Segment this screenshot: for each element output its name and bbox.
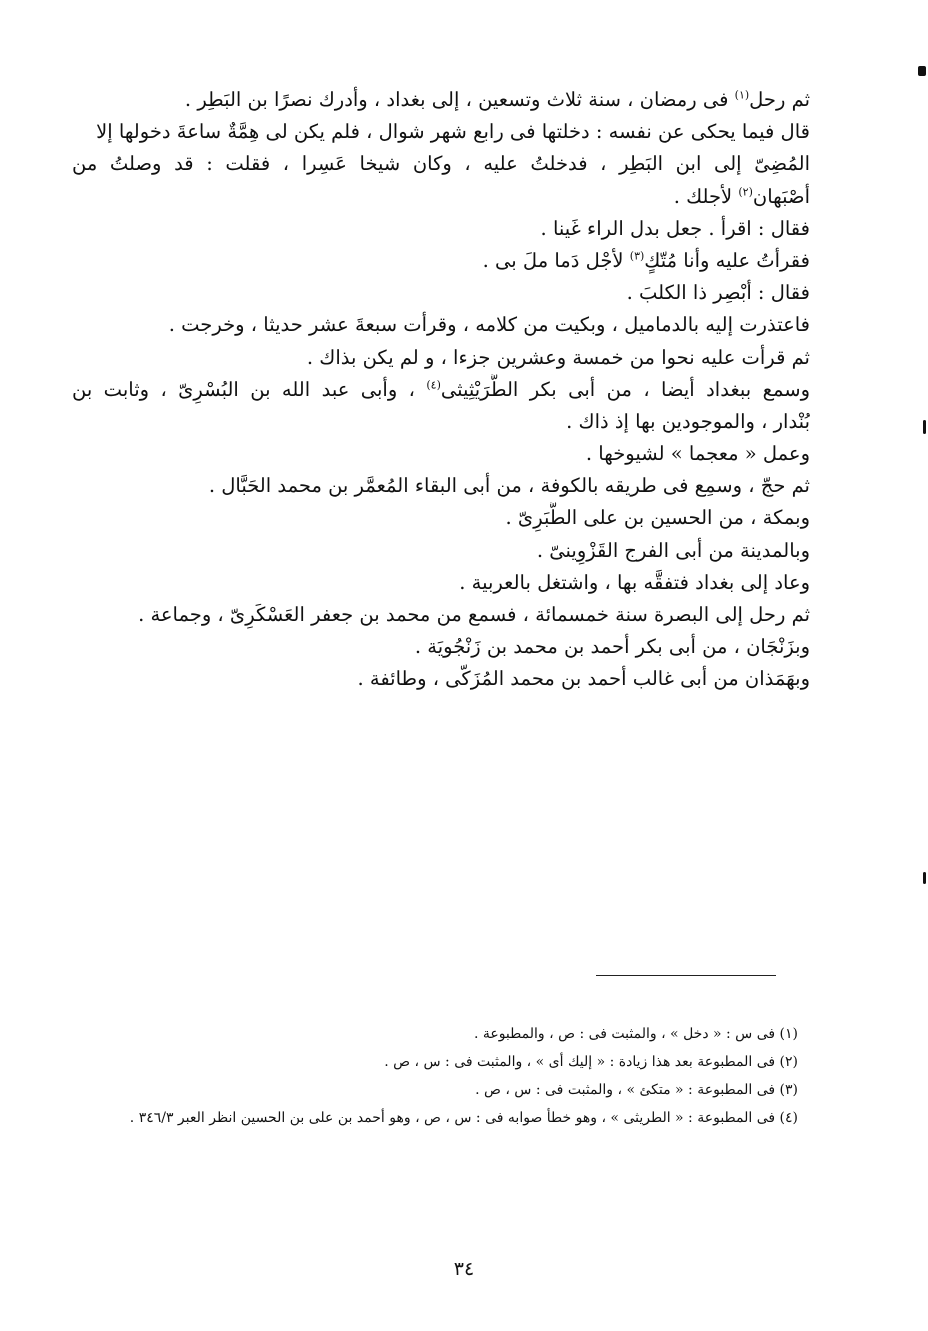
text-line: وبزَنْجَان ، من أبى بكر أحمد بن محمد بن زَنْجُويَة . bbox=[414, 635, 810, 659]
text-line: وبمكة ، من الحسين بن على الطَّبَرِىّ . bbox=[505, 506, 810, 530]
footnote: (٤) فى المطبوعة : « الطريثى » ، وهو خطأ صوابه فى : س ، ص ، وهو أحمد بن على بن الحسين انظر العبر ٣٤٦/٣ . bbox=[129, 1110, 798, 1126]
footnote-ref[interactable]: (١) bbox=[734, 88, 750, 102]
text-line: قال فيما يحكى عن نفسه : دخلتها فى رابع شهر شوال ، فلم يكن لى هِمَّةٌ ساعةَ دخولها إلا bbox=[96, 120, 810, 144]
text-line: وبهَمَذان من أبى غالب أحمد بن محمد المُزَكّى ، وطائفة . bbox=[357, 667, 810, 691]
text-line: ثم رحل إلى البصرة سنة خمسمائة ، فسمع من محمد بن جعفر العَسْكَرِىّ ، وجماعة . bbox=[138, 603, 810, 626]
main-text bbox=[72, 84, 810, 696]
text-line: فاعتذرت إليه بالدماميل ، وبكيت من كلامه ، وقرأت سبعةَ عشر حديثا ، وخرجت . bbox=[168, 313, 810, 337]
text-line: ثم رحل$^{(١)}$ فى رمضان ، سنة ثلاث وتسعين ، إلى بغداد ، وأدرك نصرًا بن البَطِر . bbox=[184, 88, 810, 111]
footnote-ref[interactable]: (٤) bbox=[426, 378, 441, 392]
page-number: ٣٤ bbox=[453, 1258, 475, 1280]
text-line: وعمل « معجما » لشيوخها . bbox=[585, 442, 810, 466]
footnotes bbox=[72, 1020, 810, 1132]
footnote-ref[interactable]: (٣) bbox=[629, 249, 645, 263]
text-line: وبالمدينة من أبى الفرج القَزْوِينىّ . bbox=[536, 538, 810, 562]
text-line: ثم قرأت عليه نحوا من خمسة وعشرين جزءا ، و لم يكن بذاك . bbox=[306, 345, 810, 369]
text-line: ثم حجّ ، وسمِع فى طريقه بالكوفة ، من أبى البقاء المُعمَّر بن محمد الحَبَّال . bbox=[208, 474, 810, 498]
text-line: المُضِىّ إلى ابن البَطِر ، فدخلتُ عليه ، وكان شيخا عَسِرا ، فقلت : قد وصلتُ من bbox=[72, 152, 810, 176]
text-line: فقال : اقرأ . جعل بدل الراء غَينا . bbox=[540, 216, 810, 240]
footnote: (١) فى س : « دخل » ، والمثبت فى : ص ، والمطبوعة . bbox=[473, 1026, 798, 1042]
footnote: (٣) فى المطبوعة : « متكئ » ، والمثبت فى : س ، ص . bbox=[475, 1082, 798, 1098]
text-line: بُنْدار ، والموجودين بها إذ ذاك . bbox=[566, 409, 810, 433]
scan-edge-mark bbox=[923, 872, 926, 884]
footnote-ref[interactable]: (٢) bbox=[738, 185, 753, 199]
footnote-divider bbox=[596, 975, 776, 976]
scan-edge-mark bbox=[918, 66, 926, 76]
footnote: (٢) فى المطبوعة بعد هذا زيادة : « إليك أى » ، والمثبت فى : س ، ص . bbox=[384, 1054, 798, 1070]
text-line: أصْبَهان$^{(٢)}$ لأجلك . bbox=[673, 184, 810, 208]
text-line: فقرأتُ عليه وأنا مُتّكٍ$^{(٣)}$ لأجْل دَما ملَ بى . bbox=[482, 248, 810, 272]
text-line: فقال : أبْصِر ذا الكلبَ . bbox=[626, 281, 810, 305]
scan-edge-mark bbox=[923, 420, 926, 434]
text-line: وعاد إلى بغداد فتفقَّه بها ، واشتغل بالعربية . bbox=[459, 570, 810, 594]
text-line: وسمع ببغداد أيضا ، من أبى بكر الطُّرَيْثِيثى$^{(٤)}$ ، وأبى عبد الله بن البُسْرِىّ ، وثابت بن bbox=[72, 377, 810, 401]
